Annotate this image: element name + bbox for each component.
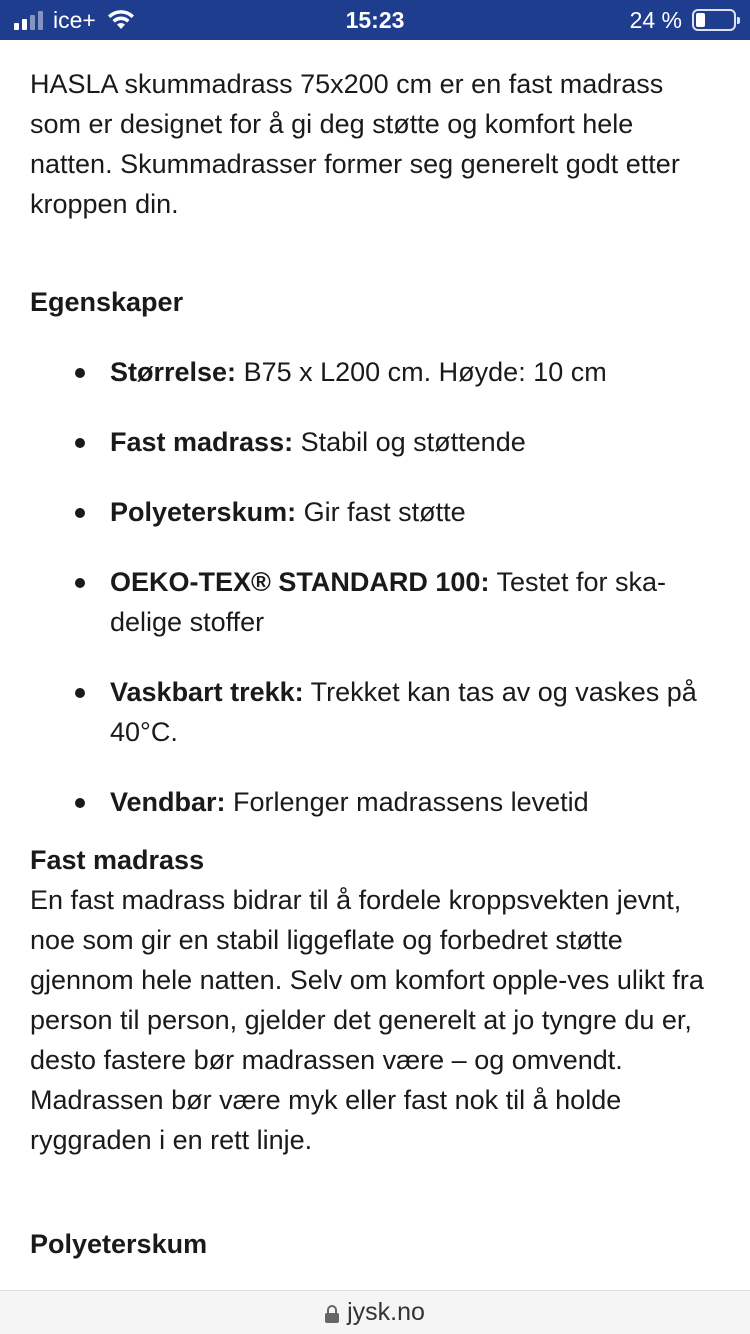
feature-item: [30, 422, 720, 462]
lock-icon: [325, 1305, 339, 1323]
status-time: 15:23: [345, 7, 405, 33]
article-content: [30, 64, 720, 1264]
status-right: [630, 0, 736, 40]
battery-percent: 24 %: [629, 6, 682, 33]
section-body-fast-madrass: En fast madrass bidrar til å fordele kroppsvekten jevnt, noe som gir en stabil liggeflate og forbedret støtte gjennom hele natten. Selv om komfort opple-ves ulikt fra person til person, gjelder det generelt at jo tyngre du er, desto fastere bør madrassen være – og omvendt. Madrassen bør være myk eller fast nok til å holde ryggraden i en rett linje.: [30, 885, 704, 1155]
battery-fill: [696, 13, 705, 27]
feature-label: Polyeterskum:: [110, 497, 297, 527]
section-heading-polyeterskum: Polyeterskum: [30, 1229, 208, 1259]
feature-text: Forlenger madrassens levetid: [225, 787, 589, 817]
feature-item: [30, 352, 720, 392]
features-list: [30, 352, 720, 822]
feature-label: OEKO-TEX® STANDARD 100:: [110, 567, 490, 597]
feature-item: [30, 492, 720, 532]
carrier-name: ice+: [53, 6, 96, 33]
feature-text: Testet for ska-delige stoffer: [110, 567, 667, 637]
section-heading-fast-madrass: Fast madrass: [30, 845, 205, 875]
status-bar: [0, 0, 750, 40]
feature-text: B75 x L200 cm. Høyde: 10 cm: [236, 357, 607, 387]
feature-label: Størrelse:: [110, 357, 237, 387]
intro-paragraph: HASLA skummadrass 75x200 cm er en fast madrass som er designet for å gi deg støtte og komfort hele natten. Skummadrasser former seg generelt godt etter kroppen din.: [30, 69, 680, 219]
feature-label: Vaskbart trekk:: [110, 677, 304, 707]
address-bar[interactable]: [0, 1290, 750, 1334]
feature-item: [30, 782, 720, 822]
feature-text: Trekket kan tas av og vaskes på 40°C.: [110, 677, 697, 747]
url-domain: jysk.no: [347, 1298, 425, 1326]
features-heading: Egenskaper: [30, 287, 184, 317]
feature-text: Gir fast støtte: [296, 497, 466, 527]
feature-label: Fast madrass:: [110, 427, 294, 457]
feature-item: [30, 562, 720, 642]
feature-item: [30, 672, 720, 752]
feature-label: Vendbar:: [110, 787, 226, 817]
battery-icon: [692, 9, 736, 31]
feature-text: Stabil og støttende: [293, 427, 526, 457]
